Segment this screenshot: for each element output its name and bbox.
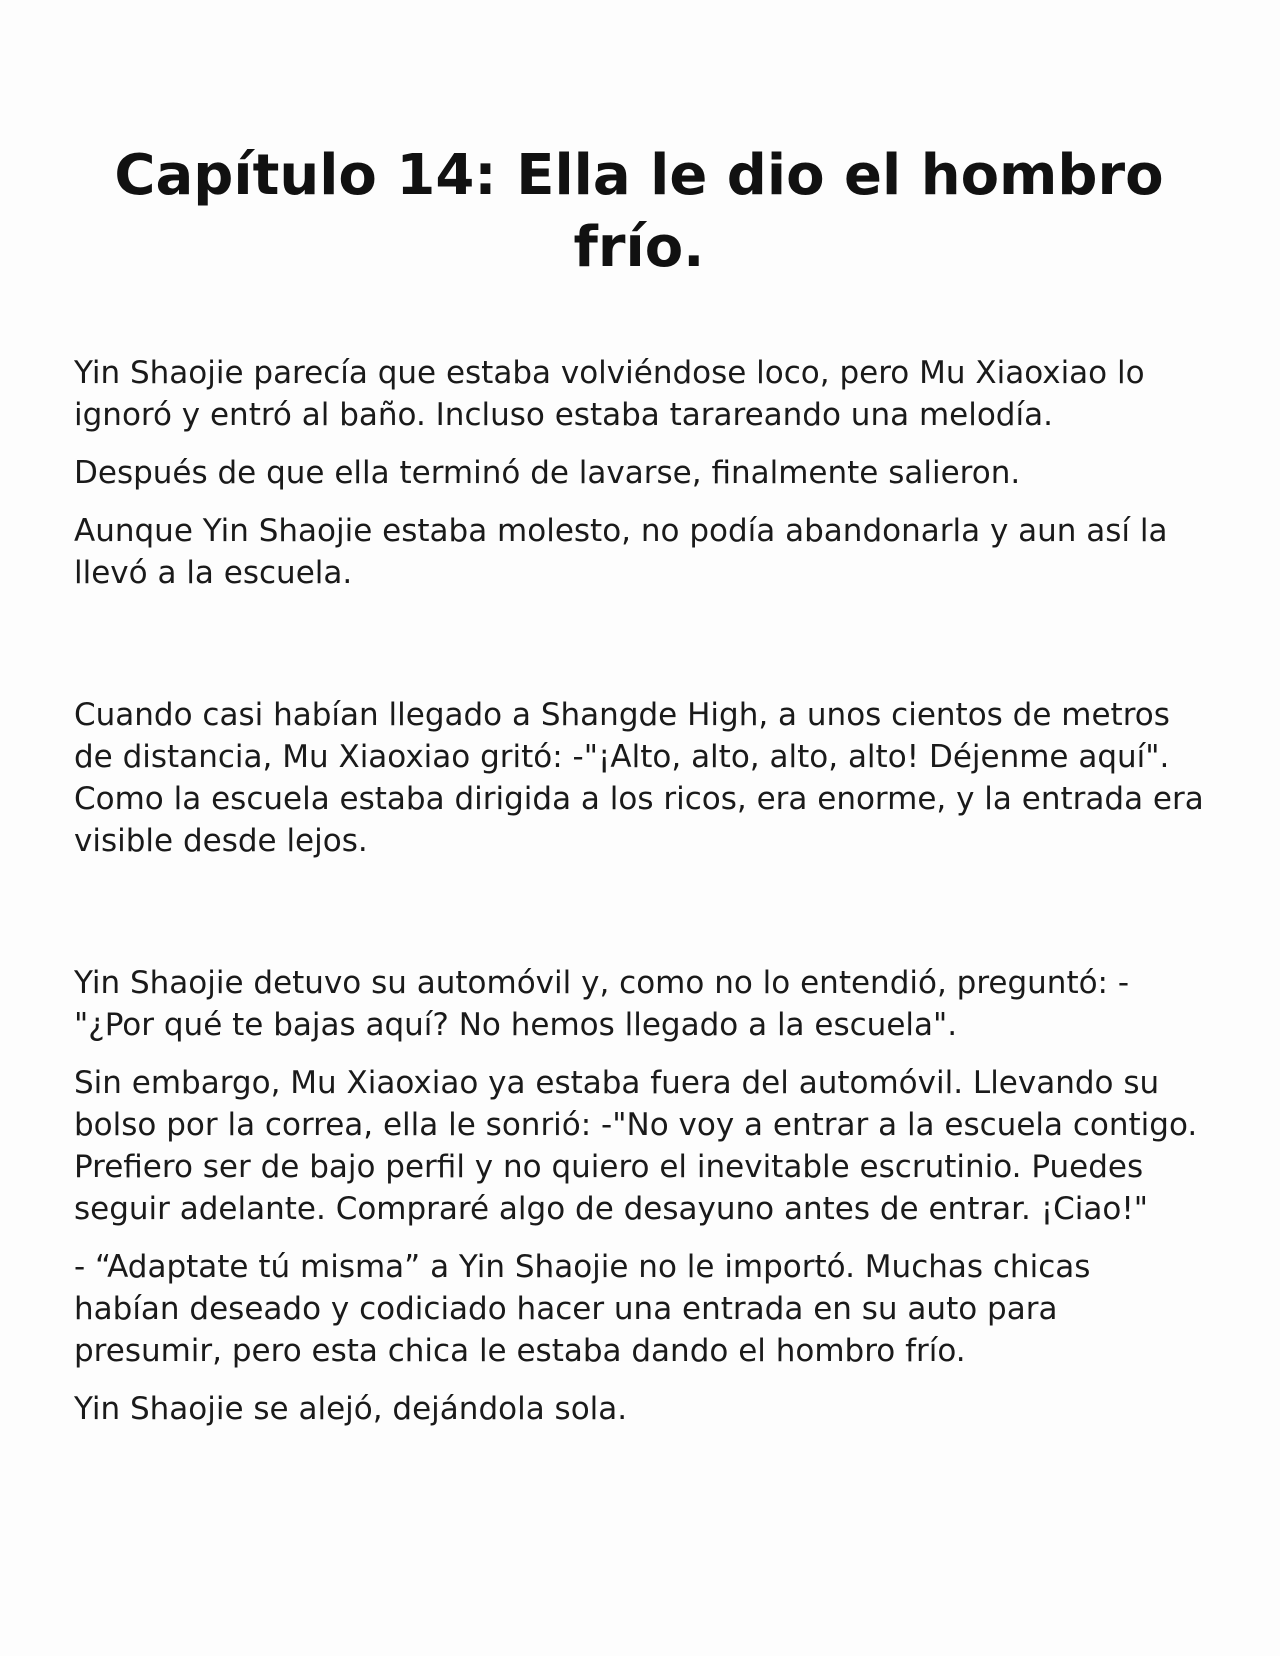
chapter-title: Capítulo 14: Ella le dio el hombro frío. <box>114 143 1164 280</box>
paragraph: - “Adaptate tú misma” a Yin Shaojie no le importó. Muchas chicas habían deseado y codiciado hacer una entrada en su auto para presumir, pero esta chica le estaba dando el hombro frío. <box>74 1249 1091 1369</box>
paragraph: Después de que ella terminó de lavarse, finalmente salieron. <box>74 455 1021 491</box>
paragraph: Yin Shaojie se alejó, dejándola sola. <box>74 1391 628 1427</box>
paragraph: Cuando casi habían llegado a Shangde High, a unos cientos de metros de distancia, Mu Xiaoxiao gritó: -"¡Alto, alto, alto, alto! Déjenme aquí". Como la escuela estaba dirigida a los ricos, era enorme, y la entrada era visible desde lejos. <box>74 697 1204 859</box>
paragraph: Yin Shaojie parecía que estaba volviéndose loco, pero Mu Xiaoxiao lo ignoró y entró al baño. Incluso estaba tarareando una melodía. <box>74 355 1145 433</box>
paragraph: Yin Shaojie detuvo su automóvil y, como no lo entendió, preguntó: -"¿Por qué te bajas aquí? No hemos llegado a la escuela". <box>74 965 1130 1043</box>
paragraph: Aunque Yin Shaojie estaba molesto, no podía abandonarla y aun así la llevó a la escuela. <box>74 513 1168 591</box>
document-page <box>74 140 1204 1446</box>
paragraph: Sin embargo, Mu Xiaoxiao ya estaba fuera del automóvil. Llevando su bolso por la correa, ella le sonrió: -"No voy a entrar a la escuela contigo. Prefiero ser de bajo perfil y no quiero el inevitable escrutinio. Puedes seguir adelante. Compraré algo de desayuno antes de entrar. ¡Ciao!" <box>74 1065 1198 1227</box>
